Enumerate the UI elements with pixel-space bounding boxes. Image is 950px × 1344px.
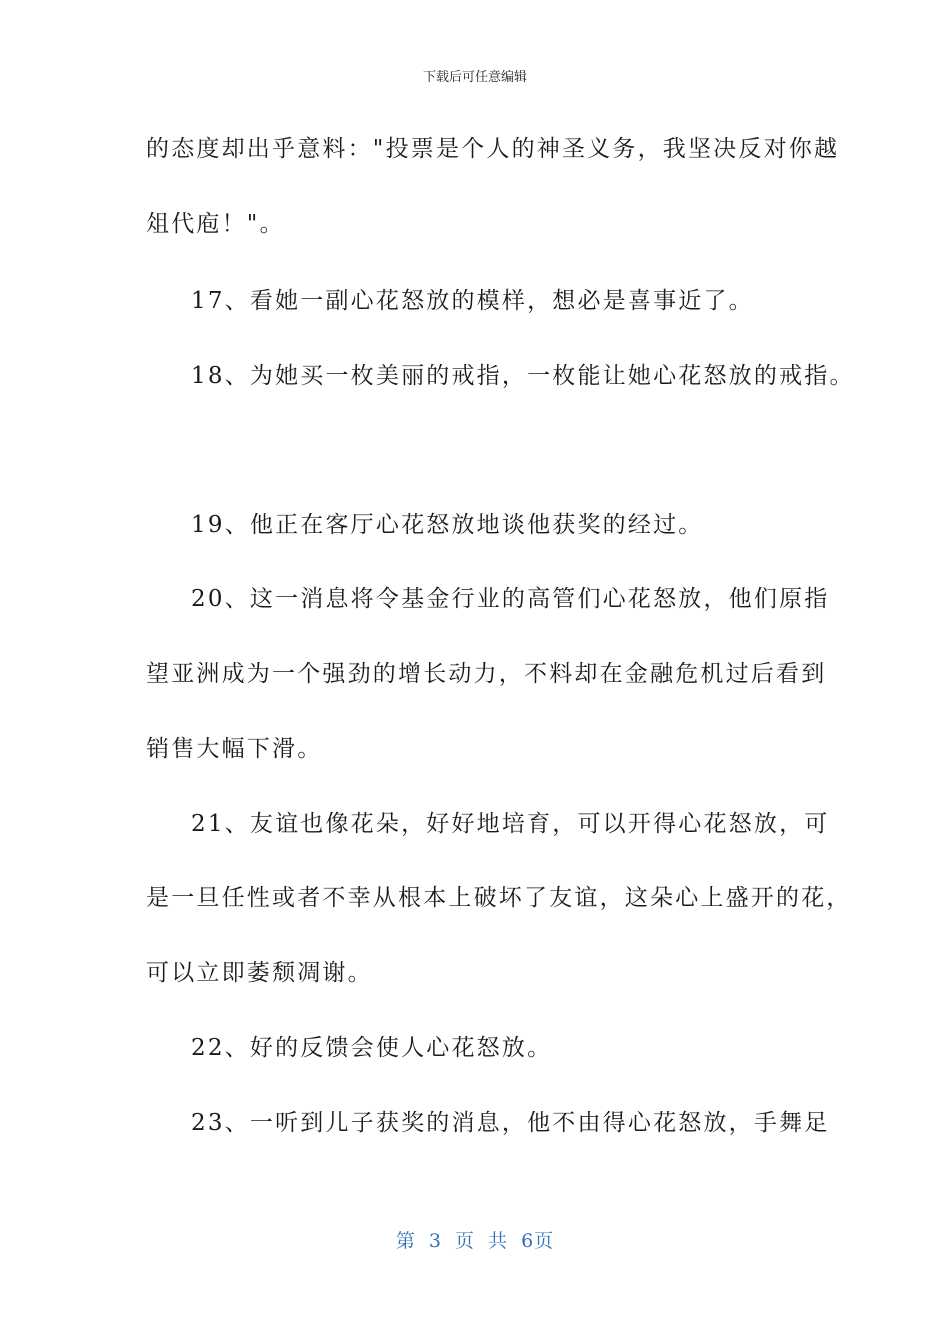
- text-line: 俎代庖！"。: [146, 211, 285, 237]
- text-line: 的态度却出乎意料："投票是个人的神圣义务，我坚决反对你越: [146, 136, 840, 162]
- text-line: 19、他正在客厅心花怒放地谈他获奖的经过。: [191, 512, 704, 538]
- text-line: 17、看她一副心花怒放的模样，想必是喜事近了。: [191, 288, 754, 314]
- text-line: 20、这一消息将令基金行业的高管们心花怒放，他们原指: [191, 586, 830, 612]
- text-line: 23、一听到儿子获奖的消息，他不由得心花怒放，手舞足: [191, 1110, 830, 1136]
- text-line: 21、友谊也像花朵，好好地培育，可以开得心花怒放，可: [191, 811, 830, 837]
- page-footer: 第 3 页 共 6页: [395, 1230, 555, 1252]
- text-line: 22、好的反馈会使人心花怒放。: [191, 1035, 553, 1061]
- text-line: 可以立即萎颓凋谢。: [146, 960, 373, 986]
- page-header: 下载后可任意编辑: [422, 70, 527, 85]
- text-line: 销售大幅下滑。: [146, 736, 323, 762]
- text-line: 望亚洲成为一个强劲的增长动力，不料却在金融危机过后看到: [146, 661, 827, 687]
- text-line: 是一旦任性或者不幸从根本上破坏了友谊，这朵心上盛开的花，: [146, 885, 852, 911]
- text-line: 18、为她买一枚美丽的戒指，一枚能让她心花怒放的戒指。: [191, 363, 855, 389]
